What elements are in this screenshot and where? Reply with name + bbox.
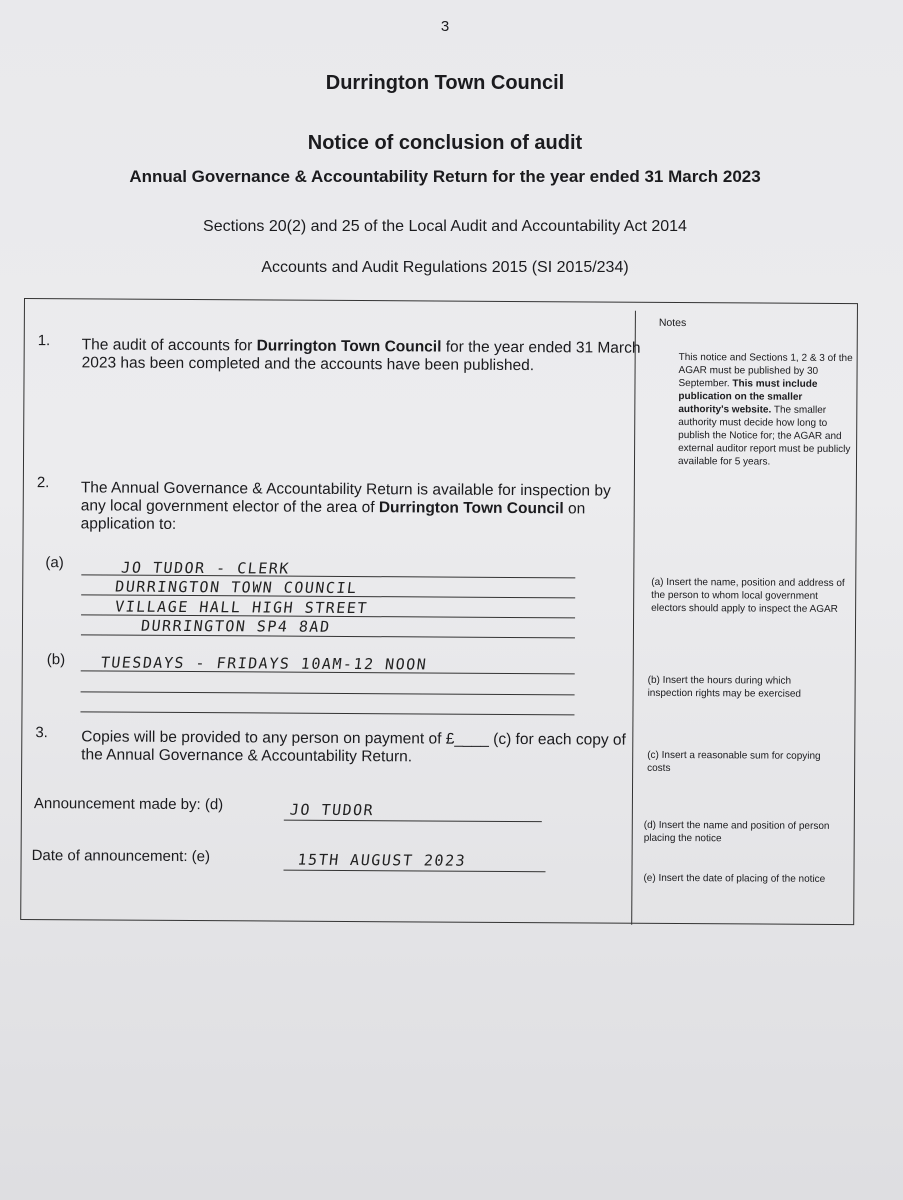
field-a-value-4: DURRINGTON SP4 8AD bbox=[139, 616, 332, 636]
announcement-date-value: 15TH AUGUST 2023 bbox=[296, 850, 468, 870]
field-a-value-3: VILLAGE HALL HIGH STREET bbox=[114, 597, 369, 618]
item-3-text: Copies will be provided to any person on payment of £____ (c) for each copy of the Annual Governance & Accountability Return. bbox=[81, 728, 626, 766]
note-e: (e) Insert the date of placing of the notice bbox=[643, 872, 826, 885]
return-title: Annual Governance & Accountability Return for the year ended 31 March 2023 bbox=[129, 167, 761, 186]
item-1-number: 1. bbox=[37, 332, 51, 350]
announcement-date-label: Date of announcement: (e) bbox=[31, 847, 211, 866]
field-b-line-2 bbox=[81, 691, 575, 695]
item-2-number: 2. bbox=[36, 474, 50, 492]
notice-form-box bbox=[20, 298, 858, 925]
note-a: (a) Insert the name, position and address of the person to whom local government electors should apply to inspect the AGAR bbox=[651, 576, 845, 615]
regulations-reference: Accounts and Audit Regulations 2015 (SI 2015/234) bbox=[261, 259, 629, 276]
notice-title: Notice of conclusion of audit bbox=[307, 132, 583, 154]
field-b-value-1: TUESDAYS - FRIDAYS 10AM-12 NOON bbox=[99, 653, 429, 674]
item-1-text: The audit of accounts for Durrington Town Council for the year ended 31 March 2023 has been completed and the accounts have been published. bbox=[81, 336, 641, 375]
field-a-value-2: DURRINGTON TOWN COUNCIL bbox=[114, 577, 359, 598]
announcement-made-by-line bbox=[284, 820, 542, 823]
field-b-label: (b) bbox=[46, 651, 66, 669]
item-3-number: 3. bbox=[35, 724, 48, 742]
item-2-text: The Annual Governance & Accountability Return is available for inspection by any local government elector of the area of Durrington Town Council on application to: bbox=[80, 479, 611, 533]
field-a-label: (a) bbox=[45, 554, 64, 572]
page-number: 3 bbox=[440, 18, 450, 35]
note-b: (b) Insert the hours during which inspection rights may be exercised bbox=[647, 674, 802, 700]
announcement-date-line bbox=[284, 870, 546, 873]
note-c: (c) Insert a reasonable sum for copying costs bbox=[647, 749, 821, 774]
field-a-value-1: JO TUDOR - CLERK bbox=[120, 558, 291, 578]
note-d: (d) Insert the name and position of person placing the notice bbox=[643, 819, 830, 845]
field-b-line-3 bbox=[80, 711, 574, 715]
announcement-made-by-value: JO TUDOR bbox=[288, 800, 376, 820]
notes-divider bbox=[631, 311, 636, 925]
council-title: Durrington Town Council bbox=[325, 72, 565, 94]
notes-heading: Notes bbox=[658, 316, 687, 330]
act-reference: Sections 20(2) and 25 of the Local Audit and Accountability Act 2014 bbox=[203, 218, 687, 235]
announcement-made-by-label: Announcement made by: (d) bbox=[33, 795, 224, 814]
notes-intro: This notice and Sections 1, 2 & 3 of the AGAR must be published by 30 September. This must include publication on the smaller authority's website. The smaller authority must decide how long to publish the Notice for; the AGAR and external auditor report must be publicly available for 5 years. bbox=[677, 352, 853, 468]
